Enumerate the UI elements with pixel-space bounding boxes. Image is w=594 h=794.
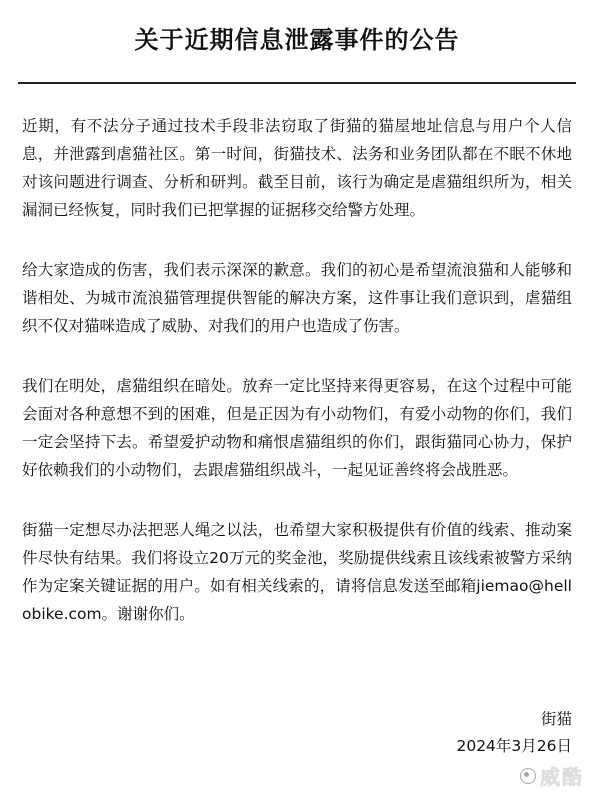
paragraph-1: 近期，有不法分子通过技术手段非法窃取了街猫的猫屋地址信息与用户个人信息，并泄露到虐猫社区。第一时间，街猫技术、法务和业务团队都在不眠不休地对该问题进行调查、分析和研判。截至目前，该行为确定是虐猫组织所为，相关漏洞已经恢复，同时我们已把掌握的证据移交给警方处理。 [22,117,572,219]
notice-title: 关于近期信息泄露事件的公告 [134,26,460,54]
title-divider [18,82,576,84]
notice-date: 2024年3月26日 [456,737,572,755]
paragraph-3: 我们在明处，虐猫组织在暗处。放弃一定比坚持来得更容易，在这个过程中可能会面对各种意想不到的困难，但是正因为有小动物们，有爱小动物的你们，我们一定会坚持下去。希望爱护动物和痛恨虐猫组织的你们，跟街猫同心协力，保护好依赖我们的小动物们，去跟虐猫组织战斗，一起见证善终将会战胜恶。 [22,377,572,479]
weibo-icon [520,768,536,784]
paragraph-2: 给大家造成的伤害，我们表示深深的歉意。我们的初心是希望流浪猫和人能够和谐相处、为城市流浪猫管理提供智能的解决方案，这件事让我们意识到，虐猫组织不仅对猫咪造成了威胁、对我们的用户也造成了伤害。 [22,261,572,335]
paragraph-4: 街猫一定想尽办法把恶人绳之以法，也希望大家积极提供有价值的线索、推动案件尽快有结果。我们将设立20万元的奖金池，奖励提供线索且该线索被警方采纳作为定案关键证据的用户。如有相关线索的，请将信息发送至邮箱jiemao@hellobike.com。谢谢你们。 [22,521,572,623]
watermark-text: 威酷 [540,765,584,789]
signature: 街猫 [540,710,572,728]
watermark [520,761,584,790]
notice-body [22,112,572,660]
